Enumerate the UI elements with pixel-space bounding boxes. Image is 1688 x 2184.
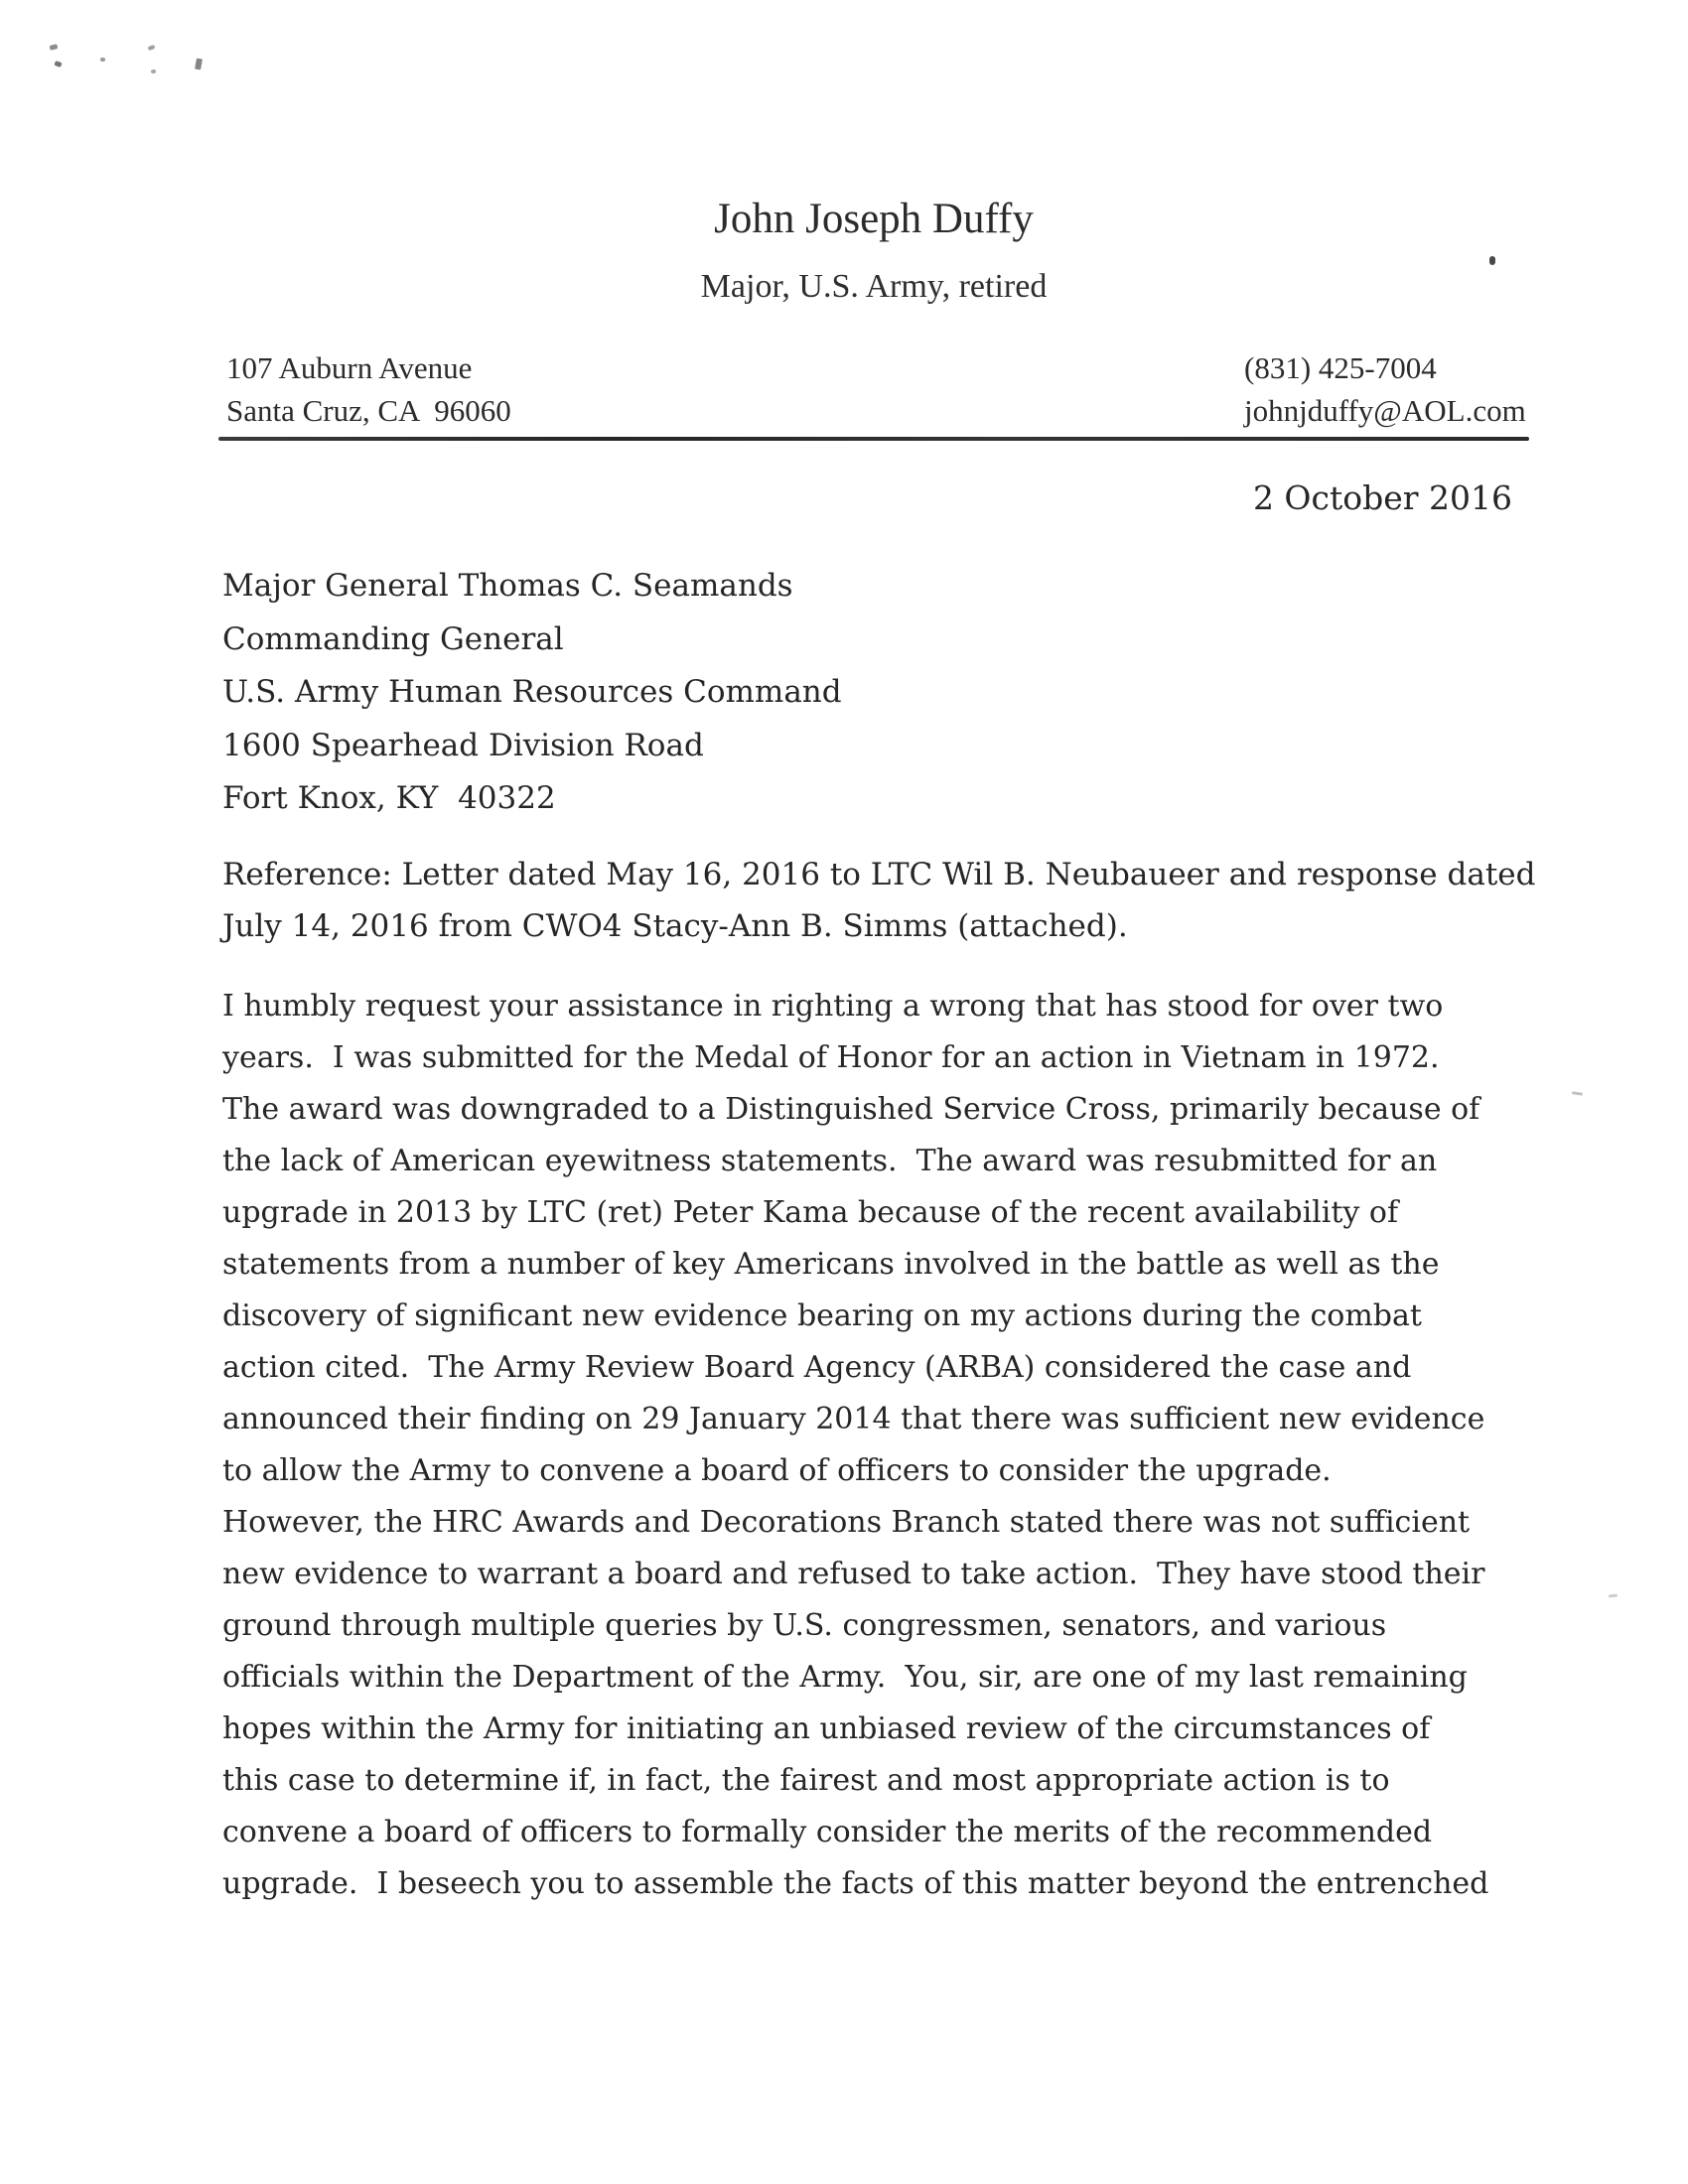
letter-body-line: I humbly request your assistance in righting a wrong that has stood for over two [222,989,1444,1024]
reference-note [222,850,1535,952]
letter-body-line: this case to determine if, in fact, the fairest and most appropriate action is to [222,1763,1390,1798]
scan-speck [1572,1091,1583,1096]
sender-address-line: 107 Auburn Avenue [226,350,473,385]
scan-speck [100,58,105,62]
letter-body-line: officials within the Department of the Army. You, sir, are one of my last remaining [222,1660,1468,1695]
reference-line: July 14, 2016 from CWO4 Stacy-Ann B. Simms (attached). [222,907,1128,944]
recipient-address-line: 1600 Spearhead Division Road [222,727,704,763]
letter-body-line: The award was downgraded to a Distinguished Service Cross, primarily because of [222,1092,1480,1127]
scan-speck [1489,256,1495,265]
letter-body-line: upgrade in 2013 by LTC (ret) Peter Kama because of the recent availability of [222,1195,1399,1230]
recipient-address-line: Major General Thomas C. Seamands [222,568,793,604]
scan-speck [148,45,156,51]
letter-body-line: discovery of significant new evidence bearing on my actions during the combat [222,1298,1422,1333]
scan-speck [195,59,203,70]
sender-contact-line: johnjduffy@AOL.com [1244,393,1526,428]
recipient-address-line: U.S. Army Human Resources Command [222,674,842,710]
scan-speck [54,61,62,68]
reference-line: Reference: Letter dated May 16, 2016 to LTC Wil B. Neubaueer and response dated [222,857,1536,892]
letter-body-line: convene a board of officers to formally consider the merits of the recommended [222,1815,1433,1849]
letter-body-line: the lack of American eyewitness statements. The award was resubmitted for an [222,1144,1438,1178]
letter-body-line: upgrade. I beseech you to assemble the facts of this matter beyond the entrenched [222,1866,1489,1901]
letter-body-line: However, the HRC Awards and Decorations Branch stated there was not sufficient [222,1505,1471,1540]
recipient-address-line: Commanding General [222,620,564,657]
letterhead-divider [218,437,1529,441]
letter-body-line: to allow the Army to convene a board of officers to consider the upgrade. [222,1453,1332,1488]
scan-speck [151,69,156,73]
sender-address-line: Santa Cruz, CA 96060 [226,393,511,428]
letter-body-line: ground through multiple queries by U.S. congressmen, senators, and various [222,1608,1387,1643]
sender-contact-line: (831) 425-7004 [1244,350,1437,385]
recipient-address-line: Fort Knox, KY 40322 [222,780,556,816]
letter-body-line: statements from a number of key Americans involved in the battle as well as the [222,1247,1440,1282]
recipient-address [222,560,842,826]
sender-title: Major, U.S. Army, retired [700,268,1048,305]
letter-body-line: years. I was submitted for the Medal of Honor for an action in Vietnam in 1972. [222,1040,1440,1075]
scan-speck [49,44,58,51]
scan-speck [1609,1594,1618,1598]
sender-address [226,346,511,432]
letter-body [222,981,1488,1910]
letter-date: 2 October 2016 [1252,478,1512,517]
letter-body-line: hopes within the Army for initiating an unbiased review of the circumstances of [222,1711,1431,1746]
sender-name: John Joseph Duffy [714,196,1034,242]
letter-body-line: action cited. The Army Review Board Agency (ARBA) considered the case and [222,1350,1412,1385]
sender-contact [1244,346,1526,432]
letter-body-line: announced their finding on 29 January 2014 that there was sufficient new evidence [222,1402,1485,1436]
letter-body-line: new evidence to warrant a board and refused to take action. They have stood their [222,1557,1485,1591]
